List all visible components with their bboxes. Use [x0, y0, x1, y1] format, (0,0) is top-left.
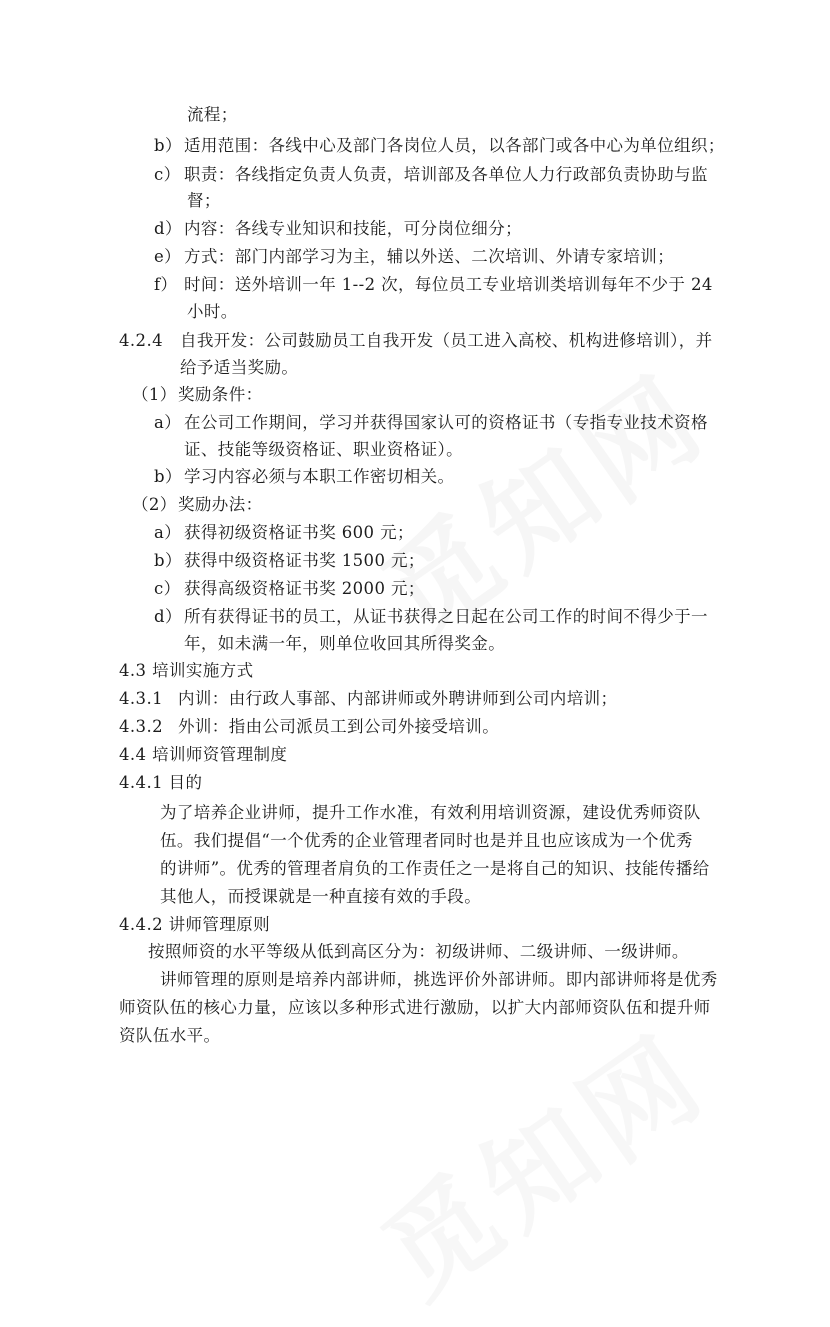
list-item-marker: b） [154, 467, 182, 486]
text-line: 内训：由行政人事部、内部讲师或外聘讲师到公司内培训； [178, 689, 618, 708]
list-item-marker: d） [154, 219, 182, 238]
watermark [347, 991, 733, 1327]
text-line: 年，如未满一年，则单位收回其所得奖金。 [184, 634, 506, 653]
list-item-marker: c） [154, 165, 181, 184]
section-heading: 4.4.2 讲师管理原则 [119, 915, 271, 934]
text-line: 流程； [187, 105, 238, 124]
text-line: 奖励办法： [178, 495, 263, 514]
text-line: 师资队伍的核心力量，应该以多种形式进行激励，以扩大内部师资队伍和提升师 [119, 998, 711, 1017]
text-line: 伍。我们提倡“一个优秀的企业管理者同时也是并且也应该成为一个优秀 [160, 831, 693, 850]
text-line: 给予适当奖励。 [180, 358, 299, 377]
text-line: 获得高级资格证书奖 2000 元； [184, 579, 425, 598]
text-line: 为了培养企业讲师，提升工作水准，有效利用培训资源，建设优秀师资队 [160, 803, 701, 822]
text-line: 其他人，而授课就是一种直接有效的手段。 [160, 887, 482, 906]
list-item-marker: b） [154, 136, 182, 155]
list-item-marker: d） [154, 607, 182, 626]
section-heading: 4.4 培训师资管理制度 [119, 745, 288, 764]
section-heading: 4.4.1 目的 [119, 773, 203, 792]
list-item-marker: a） [154, 523, 182, 542]
text-line: 的讲师”。优秀的管理者肩负的工作责任之一是将自己的知识、技能传播给 [160, 859, 710, 878]
text-line: 获得初级资格证书奖 600 元； [184, 523, 414, 542]
text-line: 讲师管理的原则是培养内部讲师，挑选评价外部讲师。即内部讲师将是优秀 [160, 970, 718, 989]
text-line: 方式：部门内部学习为主，辅以外送、二次培训、外请专家培训； [184, 247, 675, 266]
text-line: 时间：送外培训一年 1--2 次，每位员工专业培训类培训每年不少于 24 [184, 275, 713, 294]
list-item-marker: c） [154, 579, 181, 598]
text-line: 按照师资的水平等级从低到高区分为：初级讲师、二级讲师、一级讲师。 [148, 942, 689, 961]
text-line: 督； [187, 191, 221, 210]
text-line: 证、技能等级资格证、职业资格证）。 [184, 440, 464, 459]
section-heading: 4.3 培训实施方式 [119, 661, 254, 680]
text-line: 所有获得证书的员工，从证书获得之日起在公司工作的时间不得少于一 [184, 607, 708, 626]
list-item-marker: b） [154, 551, 182, 570]
section-number: 4.3.2 [119, 717, 163, 736]
text-line: 适用范围：各线中心及部门各岗位人员，以各部门或各中心为单位组织； [184, 136, 725, 155]
text-line: 外训：指由公司派员工到公司外接受培训。 [178, 717, 500, 736]
text-line: 内容：各线专业知识和技能，可分岗位细分； [184, 219, 522, 238]
list-item-marker: e） [154, 247, 182, 266]
list-item-marker: f） [154, 275, 178, 294]
text-line: 职责：各线指定负责人负责，培训部及各单位人力行政部负责协助与监 [184, 165, 708, 184]
text-line: 在公司工作期间，学习并获得国家认可的资格证书（专指专业技术资格 [184, 413, 708, 432]
section-number: 4.2.4 [119, 331, 163, 350]
text-line: 自我开发：公司鼓励员工自我开发（员工进入高校、机构进修培训），并 [180, 331, 713, 350]
text-line: 获得中级资格证书奖 1500 元； [184, 551, 425, 570]
list-item-marker: （2） [132, 495, 177, 514]
text-line: 奖励条件： [178, 385, 263, 404]
list-item-marker: （1） [132, 385, 177, 404]
text-line: 小时。 [187, 302, 238, 321]
text-line: 资队伍水平。 [119, 1026, 221, 1045]
text-line: 学习内容必须与本职工作密切相关。 [184, 467, 455, 486]
section-number: 4.3.1 [119, 689, 163, 708]
list-item-marker: a） [154, 413, 182, 432]
